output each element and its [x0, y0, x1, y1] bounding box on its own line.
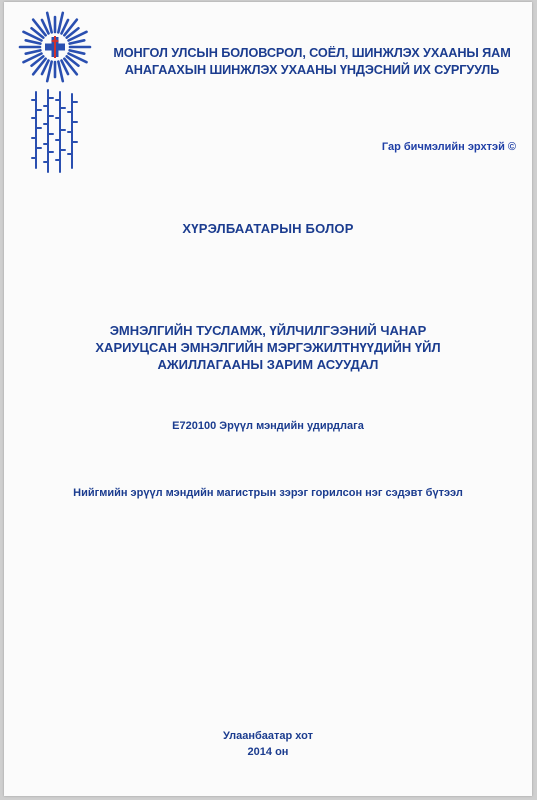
year: 2014 он	[247, 746, 289, 758]
city: Улаанбаатар хот	[222, 730, 313, 742]
author-name: ХҮРЭЛБААТАРЫН БОЛОР	[182, 221, 354, 236]
institution-header	[102, 45, 522, 79]
document-page	[4, 2, 532, 796]
header-university: АНАГААХЫН ШИНЖЛЭХ УХААНЫ ҮНДЭСНИЙ ИХ СУРГУУЛЬ	[124, 63, 500, 77]
title-line-3: АЖИЛЛАГААНЫ ЗАРИМ АСУУДАЛ	[157, 357, 379, 372]
copyright-notice: Гар бичмэлийн эрхтэй ©	[381, 141, 516, 153]
university-emblem-icon	[18, 10, 92, 84]
degree-statement: Нийгмийн эрүүл мэндийн магистрын зэрэг горилсон нэг сэдэвт бүтээл	[73, 487, 463, 499]
title-line-1: ЭМНЭЛГИЙН ТУСЛАМЖ, ҮЙЛЧИЛГЭЭНИЙ ЧАНАР	[109, 323, 427, 338]
mongolian-script-text	[30, 88, 78, 176]
header-ministry: МОНГОЛ УЛСЫН БОЛОВСРОЛ, СОЁЛ, ШИНЖЛЭХ УХААНЫ ЯАМ	[113, 46, 511, 60]
thesis-title	[4, 322, 532, 373]
title-line-2: ХАРИУЦСАН ЭМНЭЛГИЙН МЭРГЭЖИЛТНҮҮДИЙН ҮЙЛ	[95, 340, 441, 355]
specialty-code: E720100 Эрүүл мэндийн удирдлага	[172, 420, 364, 432]
place-and-year	[4, 728, 532, 760]
